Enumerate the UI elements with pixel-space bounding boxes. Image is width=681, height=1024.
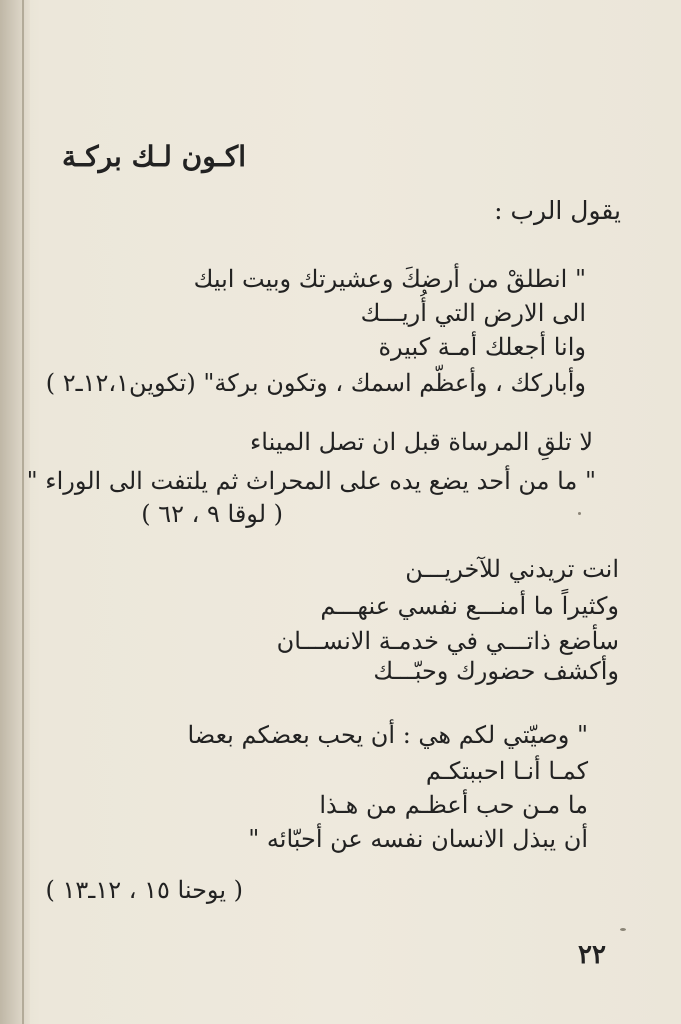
stanza3-line-2: وكثيراً ما أمنـــع نفسي عنهـــم — [320, 592, 619, 620]
stanza3-line-4: وأكشف حضورك وحبّـــك — [373, 657, 619, 685]
paper-speck — [620, 928, 626, 931]
stanza2-line-2: " ما من أحد يضع يده على المحراث ثم يلتفت الى الوراء " — [26, 467, 596, 495]
paper-speck — [578, 512, 581, 515]
page-binding-edge — [0, 0, 30, 1024]
stanza1-line-4: وأباركك ، وأعظّم اسمك ، وتكون بركة" (تكوين١٢،١ـ٢ ) — [45, 369, 586, 397]
final-reference: ( يوحنا ١٥ ، ١٢ـ١٣ ) — [45, 876, 243, 904]
stanza2-line-1: لا تلقِ المرساة قبل ان تصل الميناء — [250, 428, 593, 456]
stanza2-reference: ( لوقا ٩ ، ٦٢ ) — [141, 500, 283, 528]
page-number: ٢٢ — [578, 940, 606, 970]
stanza4-line-1: " وصيّتي لكم هي : أن يحب بعضكم بعضا — [187, 721, 588, 749]
stanza4-line-2: كمـا أنـا احببتكـم — [425, 757, 588, 785]
stanza3-line-1: انت تريدني للآخريـــن — [405, 555, 619, 583]
stanza1-line-1: " انطلقْ من أرضكَ وعشيرتك وبيت ابيك — [193, 265, 586, 293]
stanza3-line-3: سأضع ذاتـــي في خدمـة الانســـان — [276, 627, 619, 655]
intro-line: يقول الرب : — [494, 196, 621, 225]
stanza1-line-2: الى الارض التي أُريـــك — [360, 299, 586, 327]
stanza4-line-4: أن يبذل الانسان نفسه عن أحبّائه " — [248, 825, 588, 853]
page-title: اكـون لـك بركـة — [62, 140, 246, 173]
stanza4-line-3: ما مـن حب أعظـم من هـذا — [319, 791, 588, 819]
page-binding-line — [22, 0, 24, 1024]
stanza1-line-3: وانا أجعلك أمـة كبيرة — [378, 333, 586, 361]
